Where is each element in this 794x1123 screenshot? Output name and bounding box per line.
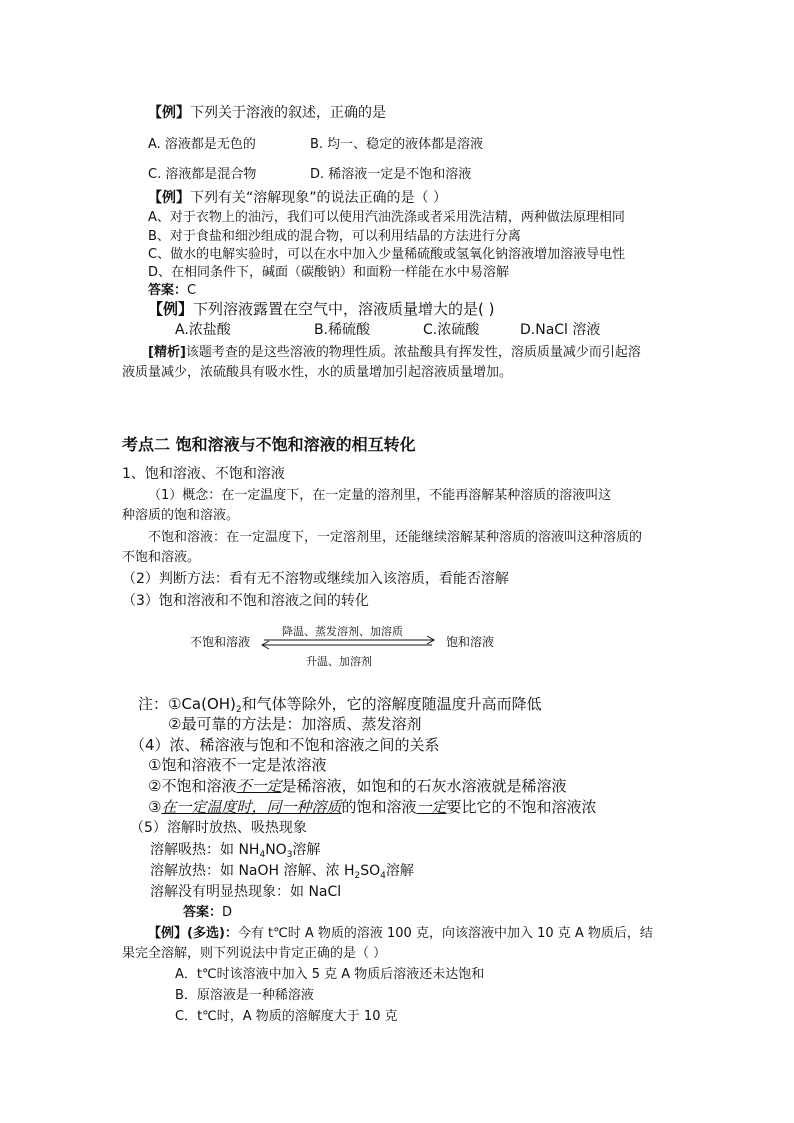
answer-value: C (187, 283, 197, 298)
option-c: C. 溶液都是混合物 (148, 167, 257, 182)
example-4-question-cont: 果完全溶解，则下列说法中肯定正确的是（ ） (122, 946, 387, 961)
option-c: C．t℃时，A 物质的溶解度大于 10 克 (175, 1009, 398, 1024)
example-tag: 【例】 (148, 190, 190, 206)
concept-line-4: 不饱和溶液。 (122, 550, 201, 565)
conversion-heading: （3）饱和溶液和不饱和溶液之间的转化 (122, 593, 369, 609)
example-tag: 【例】 (148, 105, 190, 121)
conversion-arrows (258, 630, 438, 654)
relation-3 (148, 800, 597, 815)
diagram-bottom-label: 升温、加溶剂 (306, 655, 372, 668)
option-c: C.浓硫酸 (423, 322, 480, 338)
heat-text: 溶解 (292, 842, 321, 858)
relation-heading: （4）浓、稀溶液与饱和不饱和溶液之间的关系 (130, 736, 440, 754)
answer-label: 答案： (183, 905, 223, 920)
question-text: 下列关于溶液的叙述，正确的是 (190, 105, 386, 121)
diagram-left-label: 不饱和溶液 (190, 635, 251, 649)
example-tag: 【例】 (148, 300, 194, 318)
judge-method: （2）判断方法：看有无不溶物或继续加入该溶质，看能否溶解 (122, 571, 509, 587)
answer-label: 答案： (148, 283, 188, 298)
question-text: 下列有关“溶解现象”的说法正确的是（ ） (190, 190, 447, 206)
relation-text: 是稀溶液，如饱和的石灰水溶液就是稀溶液 (281, 777, 567, 795)
emphasis-text: 不一定 (236, 777, 282, 795)
option-a: A. 溶液都是无色的 (148, 137, 256, 152)
subscript: 3 (286, 850, 293, 860)
example-2-question (148, 191, 447, 205)
option-a: A、对于衣物上的油污，我们可以使用汽油洗涤或者采用洗洁精，两种做法原理相同 (148, 210, 625, 225)
diagram-top-label: 降温、蒸发溶剂、加溶质 (282, 625, 403, 638)
note-1 (138, 695, 542, 715)
answer-line (148, 284, 196, 297)
diagram-right-label: 饱和溶液 (446, 635, 495, 649)
analysis-text: 该题考查的是这些溶液的物理性质。浓盐酸具有挥发性，溶质质量减少而引起溶 (185, 345, 641, 360)
heat-absorb (150, 842, 321, 860)
question-text: 下列溶液露置在空气中，溶液质量增大的是( ) (193, 300, 495, 318)
example-1-question (148, 106, 386, 120)
subscript: 4 (259, 850, 266, 860)
subscript: 2 (235, 705, 242, 715)
relation-text: ②不饱和溶液 (148, 777, 237, 795)
example-4-question (148, 927, 653, 940)
option-d: D. 稀溶液一定是不饱和溶液 (310, 167, 472, 182)
subsection-heading: 1、饱和溶液、不饱和溶液 (122, 466, 285, 482)
example-3-question (148, 302, 495, 317)
heat-text: 溶解吸热：如 NH (150, 842, 260, 858)
emphasis-text: 在一定温度时，同一种溶质 (161, 798, 342, 816)
heat-text: SO (360, 863, 381, 879)
heat-text: NO (265, 842, 287, 858)
option-a: A.浓盐酸 (175, 322, 231, 338)
relation-text: 要比它的不饱和溶液浓 (446, 798, 597, 816)
concept-line-2: 种溶质的饱和溶液。 (122, 508, 240, 523)
heat-none: 溶解没有明显热现象：如 NaCl (150, 884, 342, 900)
relation-text: 的饱和溶液 (341, 798, 417, 816)
analysis-tag: [精析] (148, 345, 186, 360)
relation-1: ①饱和溶液不一定是浓溶液 (148, 756, 327, 774)
option-c: C、做水的电解实验时，可以在水中加入少量稀硫酸或氢氧化钠溶液增加溶液导电性 (148, 247, 626, 262)
relation-2 (148, 779, 566, 794)
option-d: D.NaCl 溶液 (520, 322, 601, 338)
analysis-line-1 (148, 346, 641, 359)
answer-line (183, 906, 232, 919)
example-tag: 【例】(多选)： (148, 926, 238, 941)
double-arrow-icon (258, 630, 438, 654)
option-b: B、对于食盐和细沙组成的混合物，可以利用结晶的方法进行分离 (148, 229, 521, 244)
answer-value: D (222, 905, 233, 920)
analysis-line-2: 液质量减少，浓硫酸具有吸水性，水的质量增加引起溶液质量增加。 (122, 365, 513, 380)
concept-line-3: 不饱和溶液：在一定温度下，一定溶剂里，还能继续溶解某种溶质的溶液叫这种溶质的 (148, 530, 643, 545)
heat-text: 溶解 (385, 863, 414, 879)
subscript: 4 (380, 871, 386, 881)
heat-heading: （5）溶解时放热、吸热现象 (130, 820, 307, 836)
question-text: 今有 t℃时 A 物质的溶液 100 克，向该溶液中加入 10 克 A 物质后，结 (237, 926, 653, 941)
option-b: B．原溶液是一种稀溶液 (175, 988, 314, 1003)
note-text: 和气体等除外，它的溶解度随温度升高而降低 (241, 695, 542, 713)
option-a: A．t℃时该溶液中加入 5 克 A 物质后溶液还未达饱和 (175, 967, 485, 982)
note-text: 注：①Ca(OH) (138, 695, 236, 713)
subscript: 2 (354, 871, 361, 881)
option-b: B. 均一、稳定的液体都是溶液 (310, 137, 484, 152)
section-title: 考点二 饱和溶液与不饱和溶液的相互转化 (122, 435, 416, 454)
concept-line-1: （1）概念：在一定温度下，在一定量的溶剂里，不能再溶解某种溶质的溶液叫这 (148, 488, 612, 503)
option-b: B.稀硫酸 (314, 322, 371, 338)
heat-text: 溶解放热：如 NaOH 溶解、浓 H (150, 863, 355, 879)
note-2: ②最可靠的方法是：加溶质、蒸发溶剂 (168, 715, 422, 733)
option-d: D、在相同条件下，碱面（碳酸钠）和面粉一样能在水中易溶解 (148, 265, 510, 280)
relation-text: ③ (148, 798, 162, 816)
emphasis-text: 一定 (416, 798, 447, 816)
heat-release (150, 863, 414, 881)
